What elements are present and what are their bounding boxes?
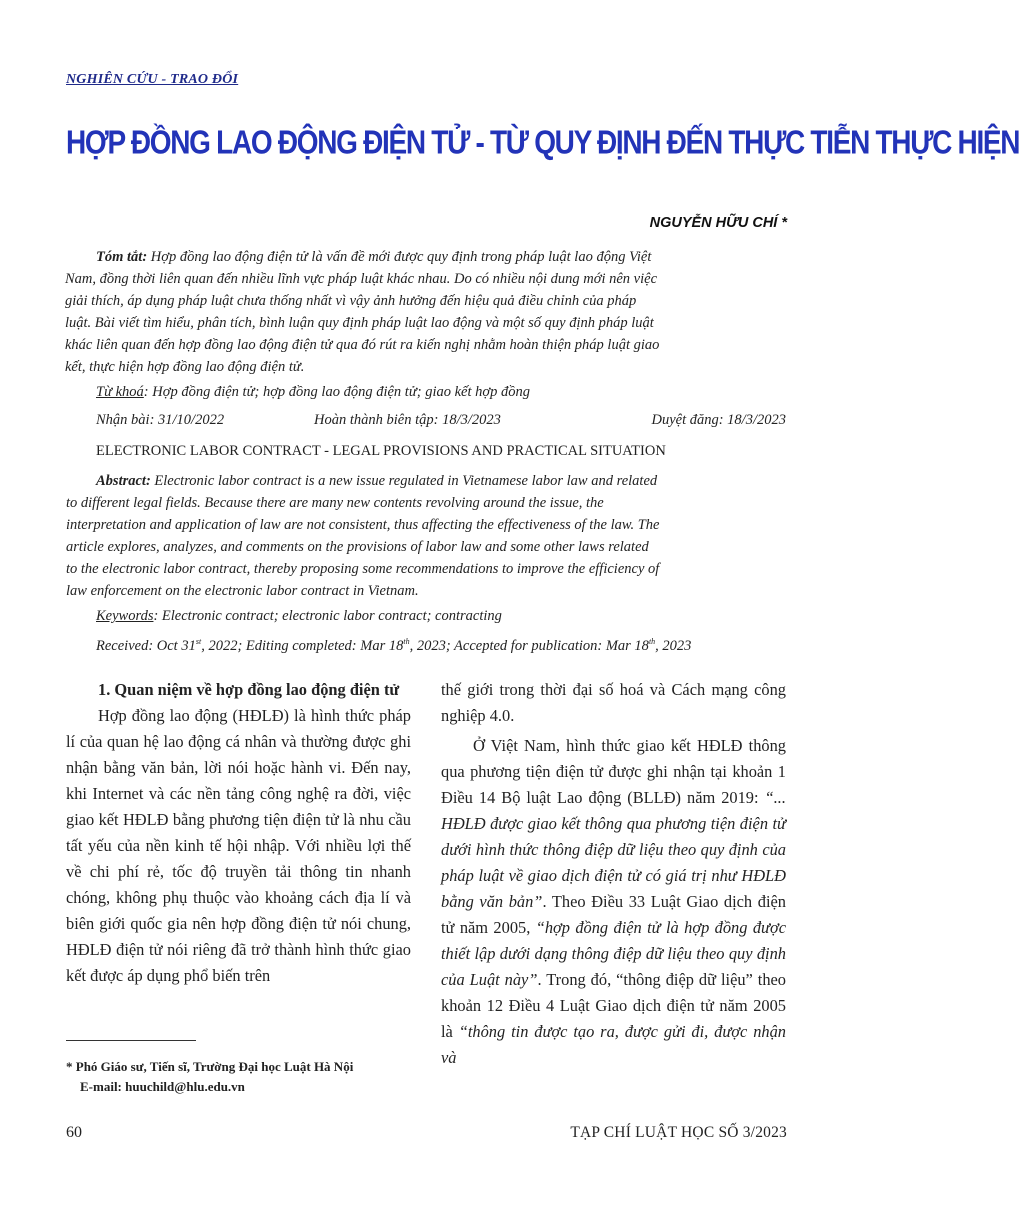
en-abstract	[66, 470, 786, 657]
en-edited-mid: , 2023; Accepted for publication: Mar 18	[409, 637, 649, 654]
en-received-sup: st	[195, 637, 202, 646]
en-received-mid: , 2022; Editing completed: Mar 18	[201, 637, 404, 654]
en-keywords: : Electronic contract; electronic labor contract; contracting	[153, 608, 502, 624]
article-title: HỢP ĐỒNG LAO ĐỘNG ĐIỆN TỬ - TỪ QUY ĐỊNH ĐẾN THỰC TIỄN THỰC HIỆN	[66, 124, 1019, 161]
vi-abstract-line-3: giải thích, áp dụng pháp luật chưa thống nhất vì vậy ảnh hưởng đến hiệu quả điều chỉnh của pháp	[65, 293, 637, 309]
quote-run: “hợp đồng điện tử là hợp đồng được thiết lập dưới dạng thông điệp dữ liệu theo quy định của Luật này”	[441, 918, 786, 989]
body-left-column	[66, 677, 411, 989]
vi-keywords-label: Từ khoá	[96, 384, 144, 400]
body-paragraph: Hợp đồng lao động (HĐLĐ) là hình thức pháp lí của quan hệ lao động cá nhân và thường được ghi nhận bằng văn bản, lời nói hoặc hành vi. Đến nay, khi Internet và các nền tảng công nghệ ra đời, việc giao kết HĐLĐ bằng phương tiện điện tử là nhu cầu tất yếu của nền kinh tế hội nhập. Với nhiều lợi thế về chi phí rẻ, tốc độ truyền tải thông tin nhanh chóng, không phụ thuộc vào khoảng cách địa lí và biên giới quốc gia nên hợp đồng điện tử nói chung, HĐLĐ điện tử nói riêng đã trở thành hình thức giao kết được áp dụng phổ biến trên	[66, 706, 411, 985]
footnote-affiliation: * Phó Giáo sư, Tiến sĩ, Trường Đại học Luật Hà Nội	[66, 1059, 354, 1074]
vi-keywords: : Hợp đồng điện tử; hợp đồng lao động điện tử; giao kết hợp đồng	[143, 384, 530, 400]
en-received-prefix: Received: Oct 31	[96, 637, 196, 654]
page-number: 60	[66, 1124, 82, 1141]
en-abstract-line-3: interpretation and application of law are not consistent, thus affecting the effectiveness of the law. The	[66, 517, 660, 533]
vi-abstract-line-4: luật. Bài viết tìm hiểu, phân tích, bình luận quy định pháp luật lao động và một số quy định pháp luật	[65, 315, 654, 331]
vi-abstract-line-2: Nam, đồng thời liên quan đến nhiều lĩnh vực pháp luật khác nhau. Do có nhiều nội dung mới nên việc	[65, 271, 658, 287]
en-abstract-label: Abstract:	[96, 473, 151, 489]
en-title: ELECTRONIC LABOR CONTRACT - LEGAL PROVISIONS AND PRACTICAL SITUATION	[96, 443, 666, 459]
en-accepted-suffix: , 2023	[655, 637, 692, 654]
text-run: . Theo Điều 33 Luật Giao dịch điện tử năm 2005,	[441, 892, 786, 937]
vi-abstract-line-5: khác liên quan đến hợp đồng lao động điện tử qua đó rút ra kiến nghị nhằm hoàn thiện pháp luật giao	[65, 337, 660, 353]
en-abstract-line-4: article explores, analyzes, and comments on the provisions of labor law and some other laws related	[66, 539, 649, 555]
en-edited-sup: th	[403, 637, 410, 646]
vi-abstract-line-1: Hợp đồng lao động điện tử là vấn đề mới được quy định trong pháp luật lao động Việt	[150, 249, 652, 265]
body-right-column	[441, 677, 786, 1071]
en-abstract-line-1: Electronic labor contract is a new issue regulated in Vietnamese labor law and related	[154, 473, 658, 489]
en-abstract-line-5: to the electronic labor contract, thereby proposing some recommendations to improve the efficiency of	[66, 561, 660, 577]
en-accepted-sup: th	[648, 637, 656, 646]
vi-abstract-label: Tóm tắt:	[96, 249, 148, 265]
en-dates	[96, 631, 786, 657]
en-abstract-line-2: to different legal fields. Because there are many new contents revolving around the issue, the	[66, 495, 604, 511]
author-name: NGUYỄN HỮU CHÍ *	[649, 215, 787, 231]
section-heading: 1. Quan niệm về hợp đồng lao động điện tử	[98, 680, 400, 699]
footnote-email: E-mail: huuchild@hlu.edu.vn	[80, 1079, 245, 1094]
section-label: NGHIÊN CỨU - TRAO ĐỔI	[66, 72, 239, 87]
text-run: . Trong đó, “thông điệp dữ liệu” theo khoản 12 Điều 4 Luật Giao dịch điện tử năm 2005 là	[441, 970, 786, 1041]
vi-abstract	[65, 246, 786, 403]
text-run: Ở Việt Nam, hình thức giao kết HĐLĐ thông qua phương tiện điện tử được ghi nhận tại khoản 1 Điều 14 Bộ luật Lao động (BLLĐ) năm 2019:	[441, 736, 786, 807]
body-paragraph	[441, 733, 786, 1071]
quote-run: “thông tin được tạo ra, được gửi đi, được nhận và	[441, 1022, 786, 1067]
en-abstract-line-6: law enforcement on the electronic labor contract in Vietnam.	[66, 583, 419, 599]
vi-received-date: Nhận bài: 31/10/2022	[96, 412, 225, 428]
en-keywords-label: Keywords	[96, 608, 154, 624]
quote-run: “... HĐLĐ được giao kết thông qua phương tiện điện tử dưới hình thức thông điệp dữ liệu theo quy định của pháp luật về giao dịch điện tử có giá trị như HĐLĐ bằng văn bản”	[441, 788, 786, 911]
footnote	[66, 1057, 416, 1097]
vi-edited-date: Hoàn thành biên tập: 18/3/2023	[314, 412, 501, 428]
body-paragraph: thế giới trong thời đại số hoá và Cách mạng công nghiệp 4.0.	[441, 680, 786, 725]
footnote-rule	[66, 1040, 196, 1041]
vi-approved-date: Duyệt đăng: 18/3/2023	[651, 412, 786, 428]
journal-name: TẠP CHÍ LUẬT HỌC SỐ 3/2023	[570, 1124, 787, 1141]
vi-abstract-line-6: kết, thực hiện hợp đồng lao động điện tử.	[65, 359, 305, 375]
